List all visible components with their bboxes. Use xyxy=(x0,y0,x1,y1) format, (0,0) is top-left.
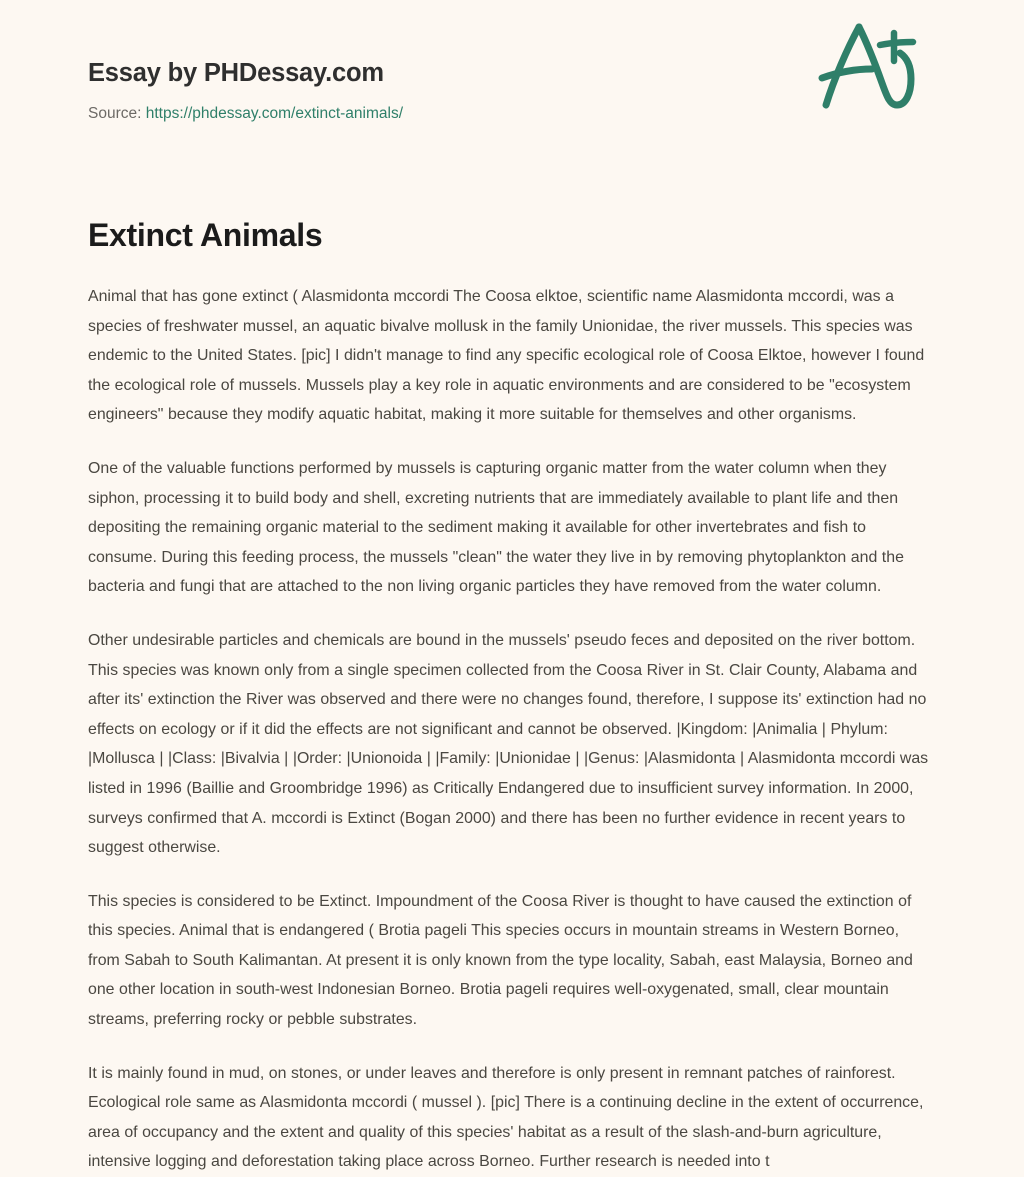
paragraph: One of the valuable functions performed by mussels is capturing organic matter from the water column when they siphon, processing it to build body and shell, excreting nutrients that are immediately available to plant life and then depositing the remaining organic material to the sediment making it available for other invertebrates and fish to consume. During this feeding process, the mussels "clean" the water they live in by removing phytoplankton and the bacteria and fungi that are attached to the non living organic particles they have removed from the water column. xyxy=(88,459,904,596)
page-header xyxy=(88,0,936,122)
source-url-link[interactable]: https://phdessay.com/extinct-animals/ xyxy=(145,104,404,122)
essay-body xyxy=(88,282,933,1177)
paragraph: Other undesirable particles and chemicals are bound in the mussels' pseudo feces and deposited on the river bottom. This species was known only from a single specimen collected from the Coosa River in St. Clair County, Alabama and after its' extinction the River was observed and there were no changes found, therefore, I suppose its' extinction had no effects on ecology or if it did the effects are not significant and cannot be observed. |Kingdom: |Animalia | Phylum: |Mollusca | |Class: |Bivalvia | |Order: |Unionoida | |Family: |Unionidae | |Genus: |Alasmidonta | Alasmidonta mccordi was listed in 1996 (Baillie and Groombridge 1996) as Critically Endangered due to insufficient survey information. In 2000, surveys confirmed that A. mccordi is Extinct (Bogan 2000) and there has been no further evidence in recent years to suggest otherwise. xyxy=(88,631,929,857)
source-label: Source: xyxy=(88,104,142,122)
source-line xyxy=(88,104,936,124)
site-attribution: Essay by PHDessay.com xyxy=(88,59,384,87)
paragraph: This species is considered to be Extinct. Impoundment of the Coosa River is thought to have caused the extinction of this species. Animal that is endangered ( Brotia pageli This species occurs in mountain streams in Western Borneo, from Sabah to South Kalimantan. At present it is only known from the type locality, Sabah, east Malaysia, Borneo and one other location in south-west Indonesian Borneo. Brotia pageli requires well-oxygenated, small, clear mountain streams, preferring rocky or pebble substrates. xyxy=(88,892,913,1029)
paragraph: It is mainly found in mud, on stones, or under leaves and therefore is only present in remnant patches of rainforest. Ecological role same as Alasmidonta mccordi ( mussel ). [pic] There is a continuing decline in the extent of occurrence, area of occupancy and the extent and quality of this species' habitat as a result of the slash-and-burn agriculture, intensive logging and deforestation taking place across Borneo. Further research is needed into t xyxy=(88,1064,924,1171)
page-title: Extinct Animals xyxy=(88,217,323,253)
paragraph: Animal that has gone extinct ( Alasmidonta mccordi The Coosa elktoe, scientific name Alasmidonta mccordi, was a species of freshwater mussel, an aquatic bivalve mollusk in the family Unionidae, the river mussels. This species was endemic to the United States. [pic] I didn't manage to find any specific ecological role of Coosa Elktoe, however I found the ecological role of mussels. Mussels play a key role in aquatic environments and are considered to be "ecosystem engineers" because they modify aquatic habitat, making it more suitable for themselves and other organisms. xyxy=(88,288,925,424)
phdessay-a-plus-logo-icon xyxy=(814,17,920,111)
